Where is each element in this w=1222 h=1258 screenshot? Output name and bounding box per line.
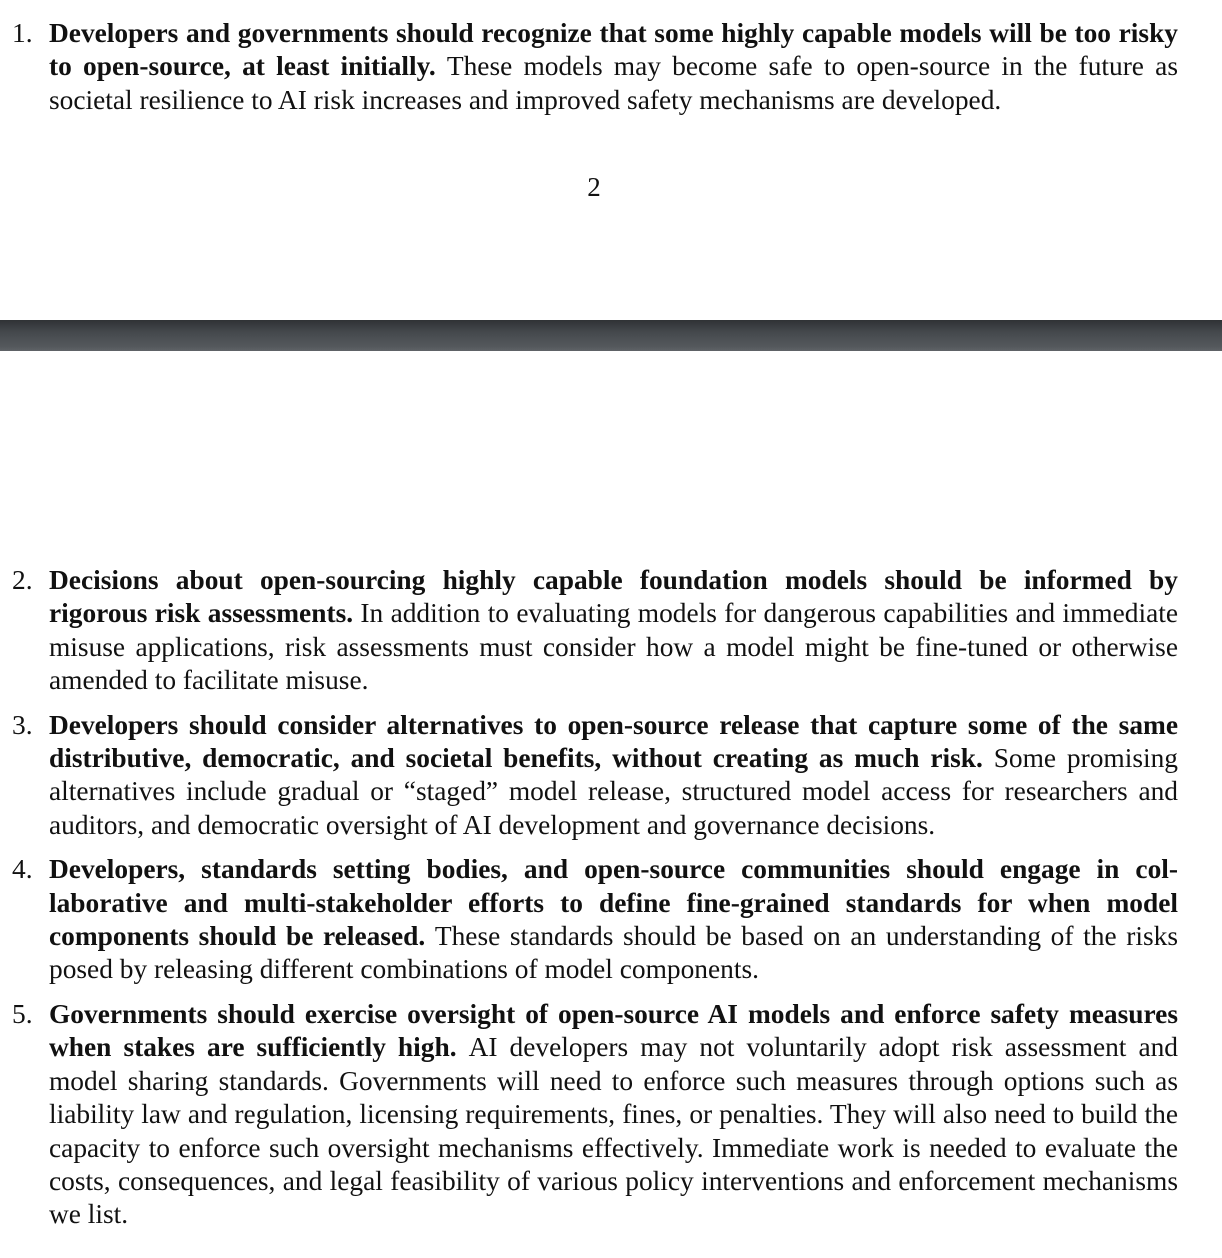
recommendation-body: These standards should be based on an understanding of the risks posed by releasing different combinations of model components.: [49, 921, 1179, 985]
recommendation-number: 4.: [12, 854, 33, 885]
recommendation-body: In addition to evaluating models for dangerous capabilities and immediate misuse applications, risk assessments must consider how a model might be fine-tuned or otherwise amended to facilitate misuse.: [49, 598, 1178, 696]
recommendation-item-5: [0, 998, 1222, 1232]
recommendation-heading: Developers should consider alternatives to open-source release that capture some of the same distributive, democratic, and societal benefits, without creating as much risk.: [49, 709, 1178, 774]
document-page-top: [0, 0, 1222, 320]
recommendation-body: Some promising alternatives include gradual or “staged” model release, structured model access for researchers and auditors, and democratic oversight of AI development and governance decisions.: [49, 743, 1178, 840]
recommendation-item-2: [0, 564, 1222, 698]
recommendation-heading: Developers and governments should recognize that some highly capable models will be too risky to open-source, at least initially.: [49, 18, 1178, 82]
page-number: 2: [587, 172, 601, 202]
recommendation-item-3: [0, 709, 1222, 843]
recommendation-heading: Developers, standards setting bodies, and open-source communities should engage in collaborative and multi-stakeholder efforts to define fine-grained standards for when model components should be released.: [49, 854, 1178, 952]
recommendation-list-top: [0, 17, 1222, 117]
recommendation-heading: Decisions about open-sourcing highly capable foundation models should be informed by rigorous risk assessments.: [49, 565, 1178, 629]
recommendation-item-1: [0, 17, 1222, 117]
recommendation-number: 3.: [12, 709, 33, 740]
recommendation-number: 2.: [12, 565, 33, 595]
recommendation-number: 1.: [12, 18, 33, 48]
recommendation-body: These models may become safe to open-source in the future as societal resilience to AI risk increases and improved safety mechanisms are developed.: [49, 51, 1178, 115]
page-separator: [0, 320, 1222, 351]
recommendation-item-4: [0, 853, 1222, 987]
recommendation-heading: Governments should exercise oversight of open-source AI models and enforce safety measures when stakes are sufficiently high.: [49, 998, 1178, 1063]
recommendation-list-bottom: [0, 564, 1222, 1232]
recommendation-body: AI developers may not voluntarily adopt risk assessment and model sharing standards. Governments will need to enforce such measures through options such as liability law and regulation, licensing requirements, fines, or penalties. They will also need to build the capacity to enforce such oversight mechanisms effectively. Immediate work is needed to evaluate the costs, consequences, and legal feasibility of various policy interventions and enforcement mechanisms we list.: [49, 1032, 1179, 1230]
recommendation-number: 5.: [12, 998, 33, 1029]
document-page-bottom: [0, 351, 1222, 1258]
